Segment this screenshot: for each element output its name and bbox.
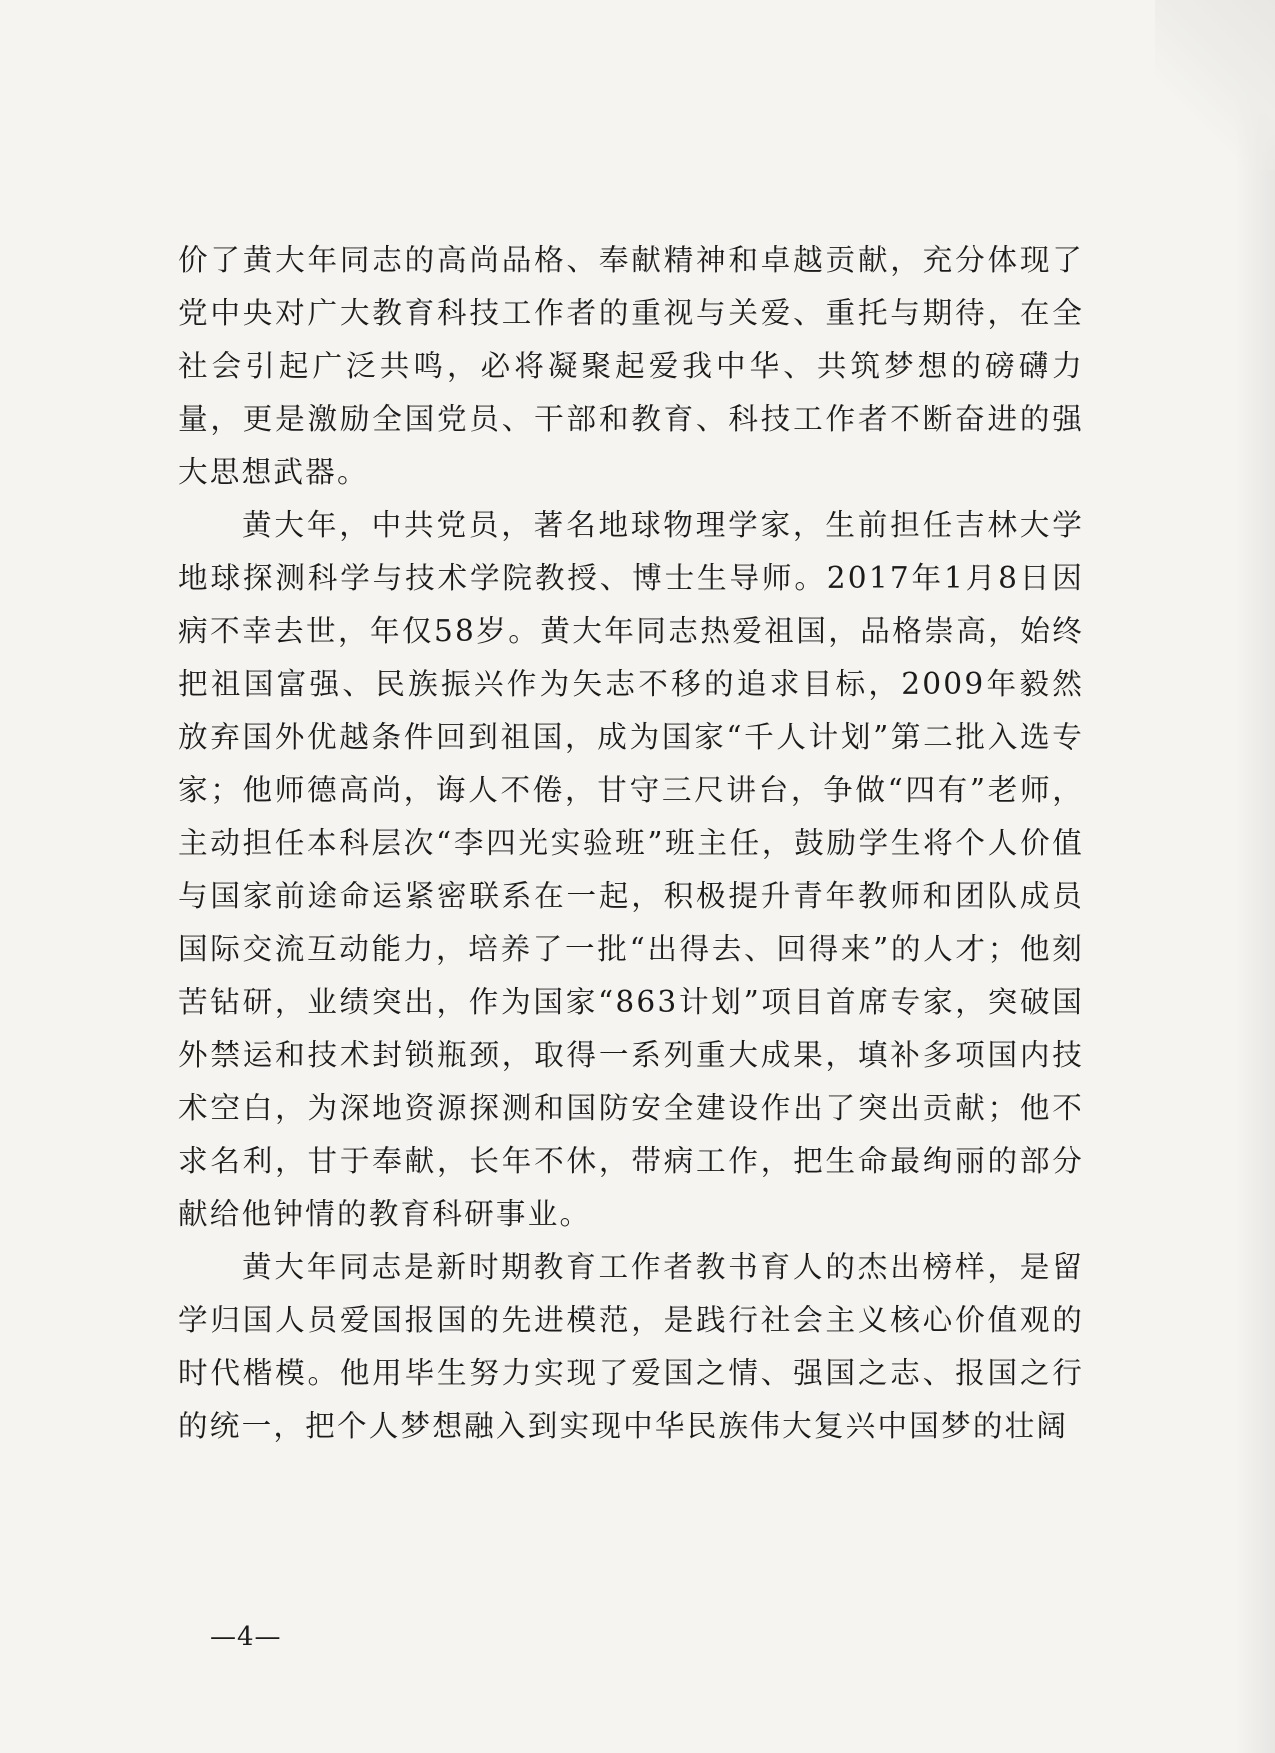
paragraph-role-model: 黄大年同志是新时期教育工作者教书育人的杰出榜样，是留学归国人员爱国报国的先进模范，是践行社会主义核心价值观的时代楷模。他用毕生努力实现了爱国之情、强国之志、报国之行的统一，把个人梦想融入到实现中华民族伟大复兴中国梦的壮阔 — [178, 1250, 1084, 1443]
paragraph-continuation: 价了黄大年同志的高尚品格、奉献精神和卓越贡献，充分体现了党中央对广大教育科技工作者的重视与关爱、重托与期待，在全社会引起广泛共鸣，必将凝聚起爱我中华、共筑梦想的磅礴力量，更是激励全国党员、干部和教育、科技工作者不断奋进的强大思想武器。 — [178, 243, 1084, 489]
document-body — [178, 234, 1084, 1453]
folded-corner — [1155, 0, 1275, 170]
scan-edge-shadow — [1235, 0, 1275, 1753]
page-number: —4— — [210, 1622, 282, 1652]
paragraph-biography: 黄大年，中共党员，著名地球物理学家，生前担任吉林大学地球探测科学与技术学院教授、博士生导师。2017年1月8日因病不幸去世，年仅58岁。黄大年同志热爱祖国，品格崇高，始终把祖国富强、民族振兴作为矢志不移的追求目标，2009年毅然放弃国外优越条件回到祖国，成为国家“千人计划”第二批入选专家；他师德高尚，诲人不倦，甘守三尺讲台，争做“四有”老师，主动担任本科层次“李四光实验班”班主任，鼓励学生将个人价值与国家前途命运紧密联系在一起，积极提升青年教师和团队成员国际交流互动能力，培养了一批“出得去、回得来”的人才；他刻苦钻研，业绩突出，作为国家“863计划”项目首席专家，突破国外禁运和技术封锁瓶颈，取得一系列重大成果，填补多项国内技术空白，为深地资源探测和国防安全建设作出了突出贡献；他不求名利，甘于奉献，长年不休，带病工作，把生命最绚丽的部分献给他钟情的教育科研事业。 — [178, 508, 1084, 1231]
